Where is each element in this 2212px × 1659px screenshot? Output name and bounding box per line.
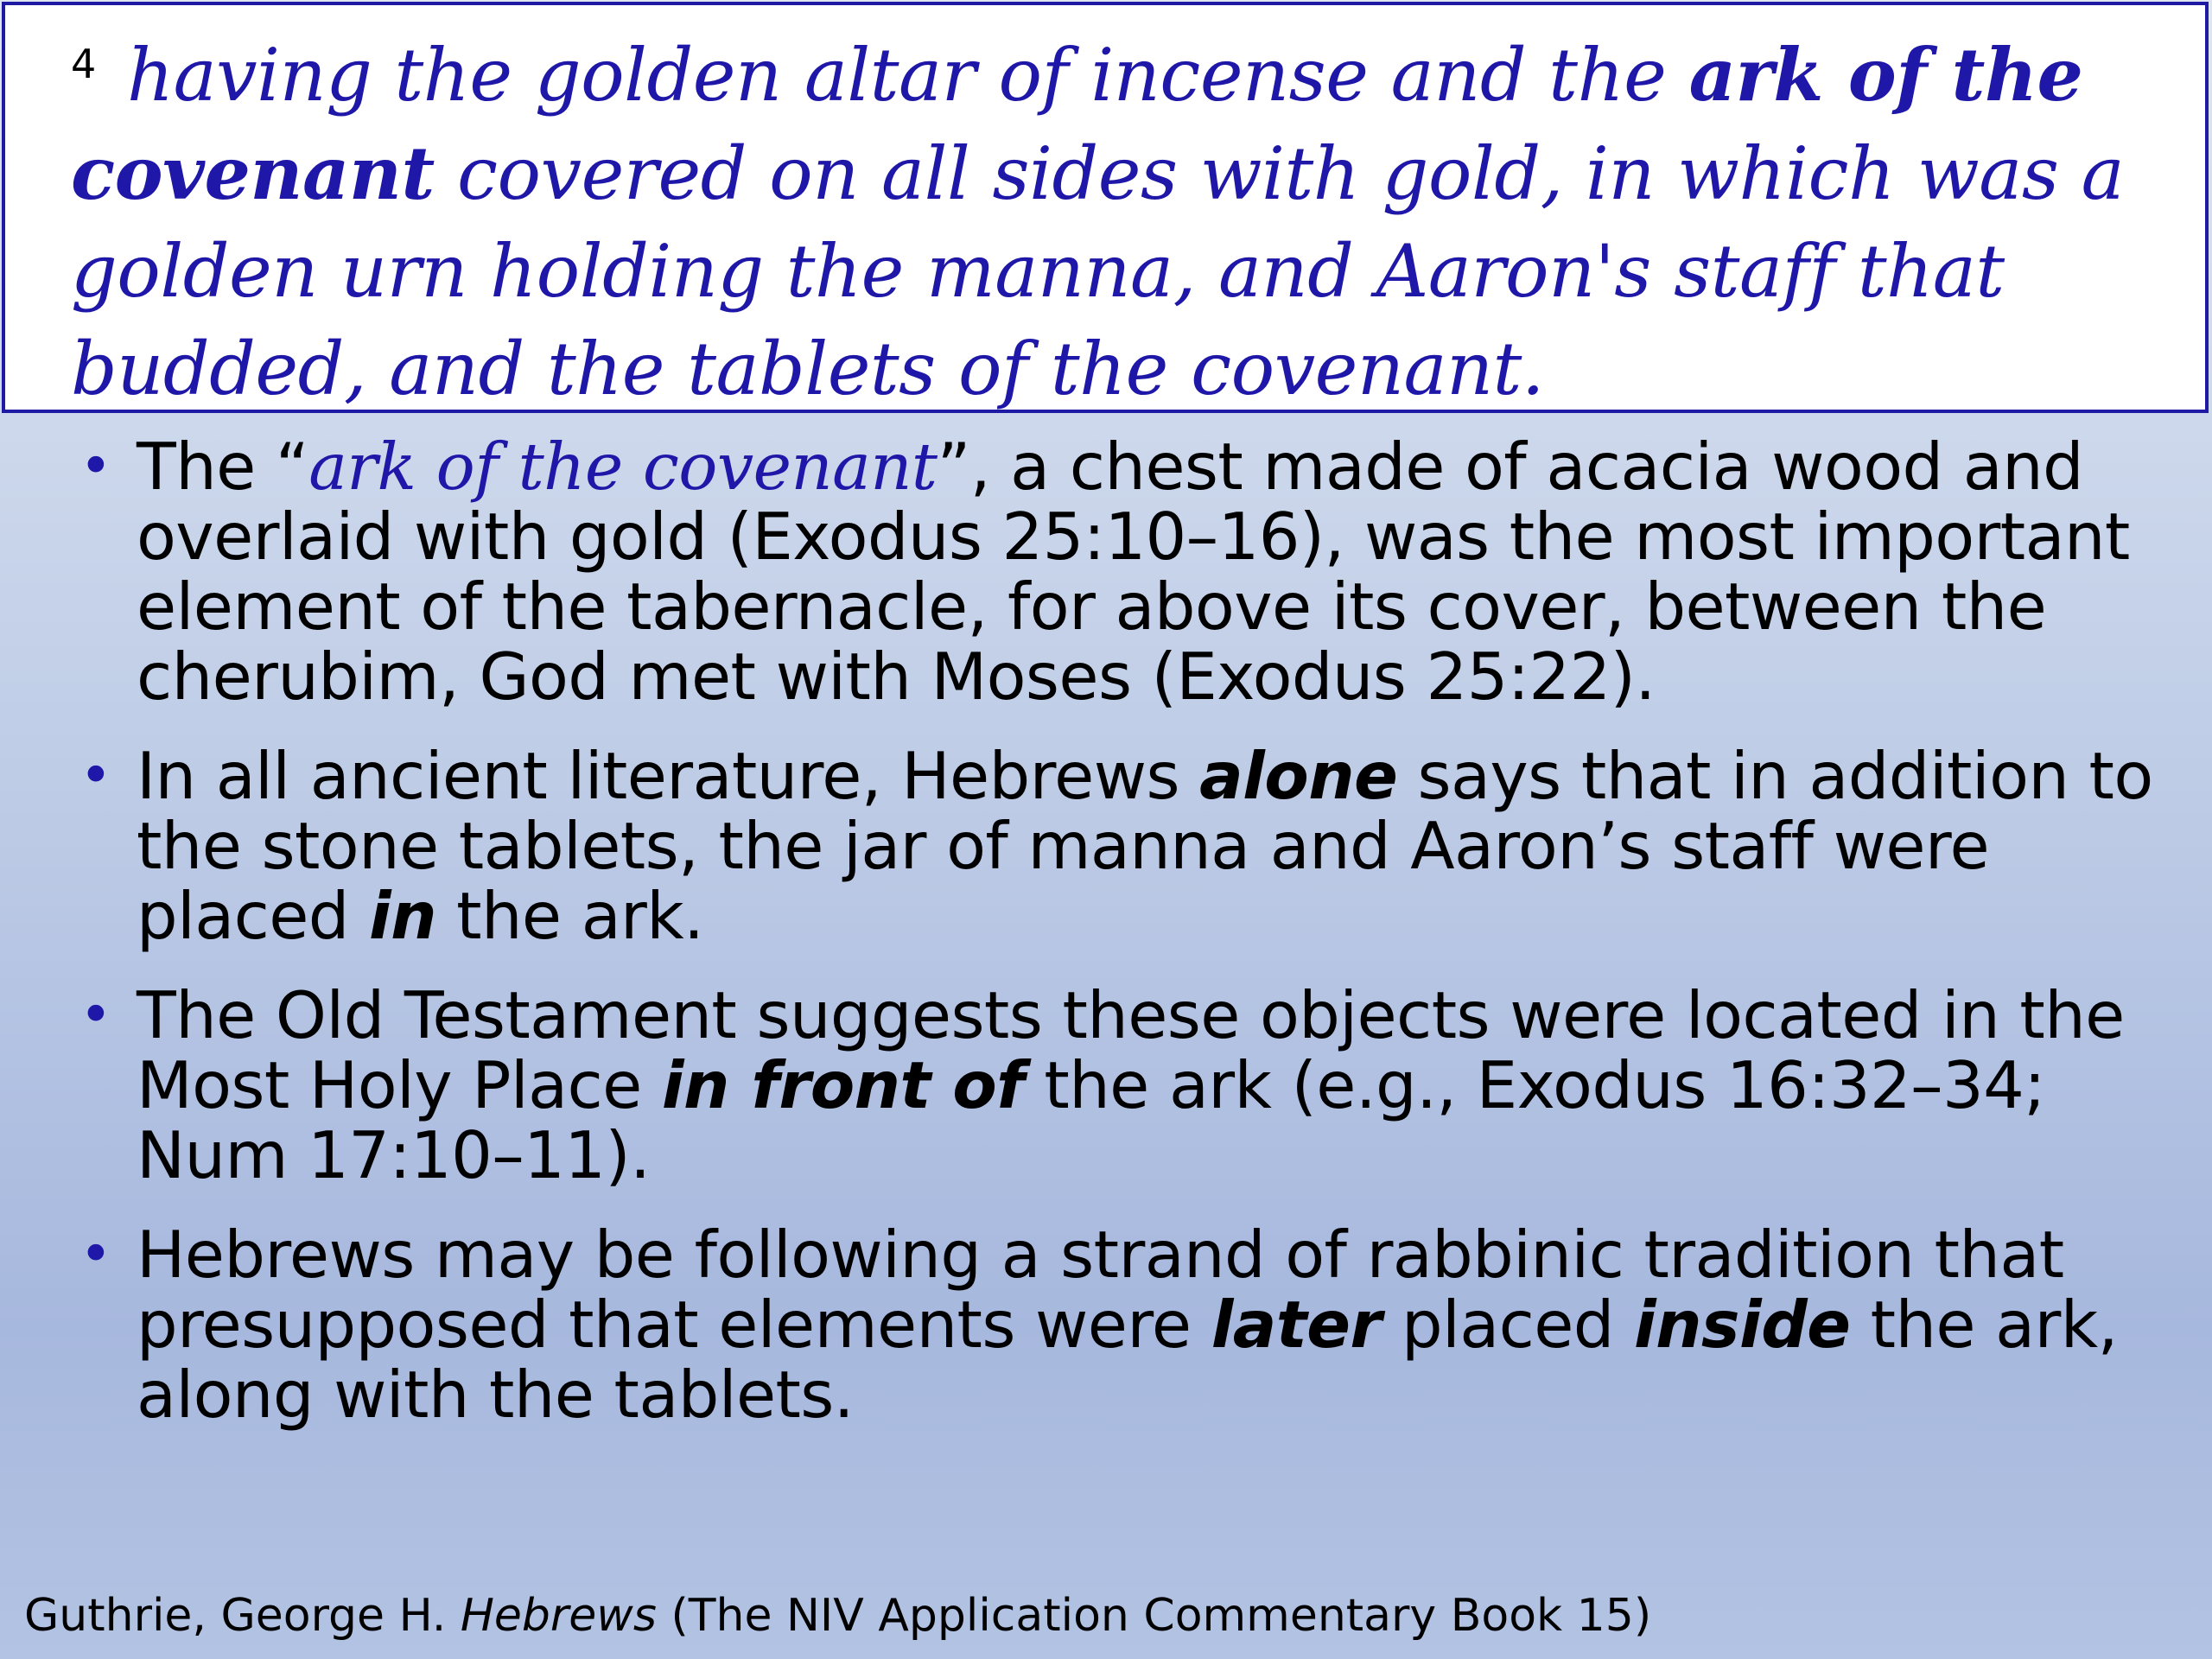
bullet-item-3 (79, 977, 2179, 1193)
bullet-3-emph-in-front-of: in front of (661, 1047, 1025, 1123)
bullet-item-1 (79, 429, 2179, 715)
bullet-1-post: ”, a chest made of acacia wood and overlaid with gold (Exodus 25:10–16), was the most important element of the tabernacle, for above its cover, between the cherubim, God met with Moses (Exodus 25:22). (137, 429, 2130, 715)
bullet-2-c: says that in addition to the stone tablets, the jar of manna and Aaron’s staff were placed (137, 738, 2153, 954)
bullet-2-emph-in: in (369, 878, 436, 954)
bullet-4-emph-later: later (1211, 1287, 1382, 1363)
bullet-2-a: In all ancient literature, Hebrews (137, 738, 1200, 814)
citation-series: (The NIV Application Commentary Book 15) (656, 1590, 1652, 1642)
bullet-4-emph-inside: inside (1634, 1287, 1851, 1363)
bullet-4-c: placed (1381, 1287, 1635, 1363)
bullet-list (79, 429, 2179, 1459)
bullet-2-e: the ark. (435, 878, 704, 954)
bullet-item-4 (79, 1217, 2179, 1433)
bullet-3-c: the ark (e.g., Exodus 16:32–34; Num 17:10–11). (137, 1047, 2045, 1193)
bullet-dot-icon: • (79, 983, 112, 1047)
verse-text-part1: having the golden altar of incense and the (104, 33, 1689, 118)
verse-text (71, 16, 2188, 418)
verse-emphasis-ark: ark of the covenant (71, 32, 2083, 216)
verse-box (2, 2, 2209, 413)
bullet-dot-icon: • (79, 1223, 112, 1287)
verse-number: 4 (71, 41, 96, 87)
bullet-1-pre: The “ (137, 429, 309, 505)
bullet-1-ark-phrase: ark of the covenant (308, 429, 938, 505)
bullet-4-a: Hebrews may be following a strand of rabbinic tradition that presupposed that elements were (137, 1217, 2064, 1363)
citation-author: Guthrie, George H. (24, 1590, 461, 1642)
bullet-dot-icon: • (79, 435, 112, 499)
bullet-2-emph-alone: alone (1199, 738, 1398, 814)
bullet-item-2 (79, 738, 2179, 954)
citation-title: Hebrews (460, 1590, 657, 1642)
bullet-3-a: The Old Testament suggests these objects were located in the Most Holy Place (137, 977, 2125, 1123)
verse-text-part2: covered on all sides with gold, in which was a golden urn holding the manna, and Aaron's staff that budded, and the tablets of the covenant. (71, 131, 2125, 411)
bullet-dot-icon: • (79, 744, 112, 808)
bullet-4-e: the ark, along with the tablets. (137, 1287, 2118, 1433)
citation (24, 1590, 1651, 1642)
